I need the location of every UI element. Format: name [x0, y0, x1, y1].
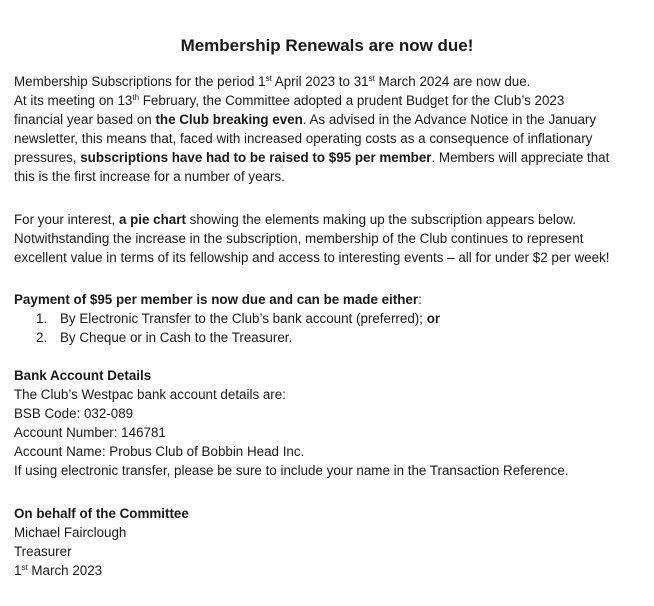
text-run: March 2023: [27, 563, 103, 578]
text-run: :: [418, 292, 422, 307]
text-line: [14, 110, 644, 129]
bold-text: the Club breaking even: [155, 112, 303, 127]
list-number: 1.: [36, 311, 48, 326]
page-title: Membership Renewals are now due!: [180, 36, 474, 55]
text-run: April 2023 to 31: [271, 74, 369, 89]
text-run: Membership Subscriptions for the period 1: [14, 74, 266, 89]
signoff-date: [14, 561, 644, 580]
bold-text: subscriptions have had to be raised to $95 per member: [80, 150, 432, 165]
text-line: [14, 72, 644, 91]
list-item: [14, 309, 644, 328]
text-line: excellent value in terms of its fellowship and access to interesting events – all for under $2 per week!: [14, 250, 610, 265]
text-run: . Members will appreciate that: [431, 150, 610, 165]
payment-options-list: [14, 309, 644, 347]
bank-intro: The Club’s Westpac bank account details are:: [14, 387, 286, 402]
superscript: st: [368, 74, 375, 83]
text-run: pressures,: [14, 150, 81, 165]
text-run: . As advised in the Advance Notice in the January: [302, 112, 597, 127]
text-line: newsletter, this means that, faced with increased operating costs as a consequence of inflationary: [14, 131, 593, 146]
bold-text: a pie chart: [118, 212, 186, 227]
text-run: At its meeting on 13: [14, 93, 133, 108]
text-line: [14, 210, 644, 229]
list-number: 2.: [36, 330, 48, 345]
signoff-heading: [14, 504, 644, 523]
text-line: Notwithstanding the increase in the subscription, membership of the Club continues to represent: [14, 231, 584, 246]
text-run: showing the elements making up the subscription appears below.: [185, 212, 576, 227]
text-run: March 2024 are now due.: [374, 74, 531, 89]
bold-text: Bank Account Details: [14, 368, 152, 383]
superscript: th: [132, 93, 140, 102]
signatory-name: Michael Fairclough: [14, 525, 127, 540]
subscription-paragraph: [14, 72, 644, 186]
text-run: For your interest,: [14, 212, 119, 227]
bold-text: On behalf of the Committee: [14, 506, 189, 521]
bank-heading: [14, 366, 644, 385]
superscript: st: [265, 74, 272, 83]
bold-text: Payment of $95 per member is now due and can be made either: [14, 292, 419, 307]
text-run: financial year based on: [14, 112, 156, 127]
payment-heading: [14, 290, 644, 309]
bsb-code: BSB Code: 032-089: [14, 406, 134, 421]
account-number: Account Number: 146781: [14, 425, 166, 440]
text-run: By Cheque or in Cash to the Treasurer.: [60, 330, 293, 345]
pie-chart-paragraph: [14, 210, 644, 267]
signatory-role: Treasurer: [14, 544, 72, 559]
text-line: this is the first increase for a number of years.: [14, 169, 285, 184]
transfer-note: If using electronic transfer, please be sure to include your name in the Transaction Reference.: [14, 463, 569, 478]
text-line: [14, 148, 644, 167]
payment-section: [14, 290, 644, 347]
text-run: 1: [14, 563, 22, 578]
account-name: Account Name: Probus Club of Bobbin Head Inc.: [14, 444, 305, 459]
bank-details-section: [14, 366, 644, 480]
bold-text: or: [426, 311, 441, 326]
text-line: [14, 91, 644, 110]
signoff-section: [14, 504, 644, 580]
superscript: st: [21, 563, 28, 572]
text-run: February, the Committee adopted a prudent Budget for the Club’s 2023: [139, 93, 565, 108]
list-item: [14, 328, 644, 347]
text-run: By Electronic Transfer to the Club’s bank account (preferred);: [60, 311, 427, 326]
